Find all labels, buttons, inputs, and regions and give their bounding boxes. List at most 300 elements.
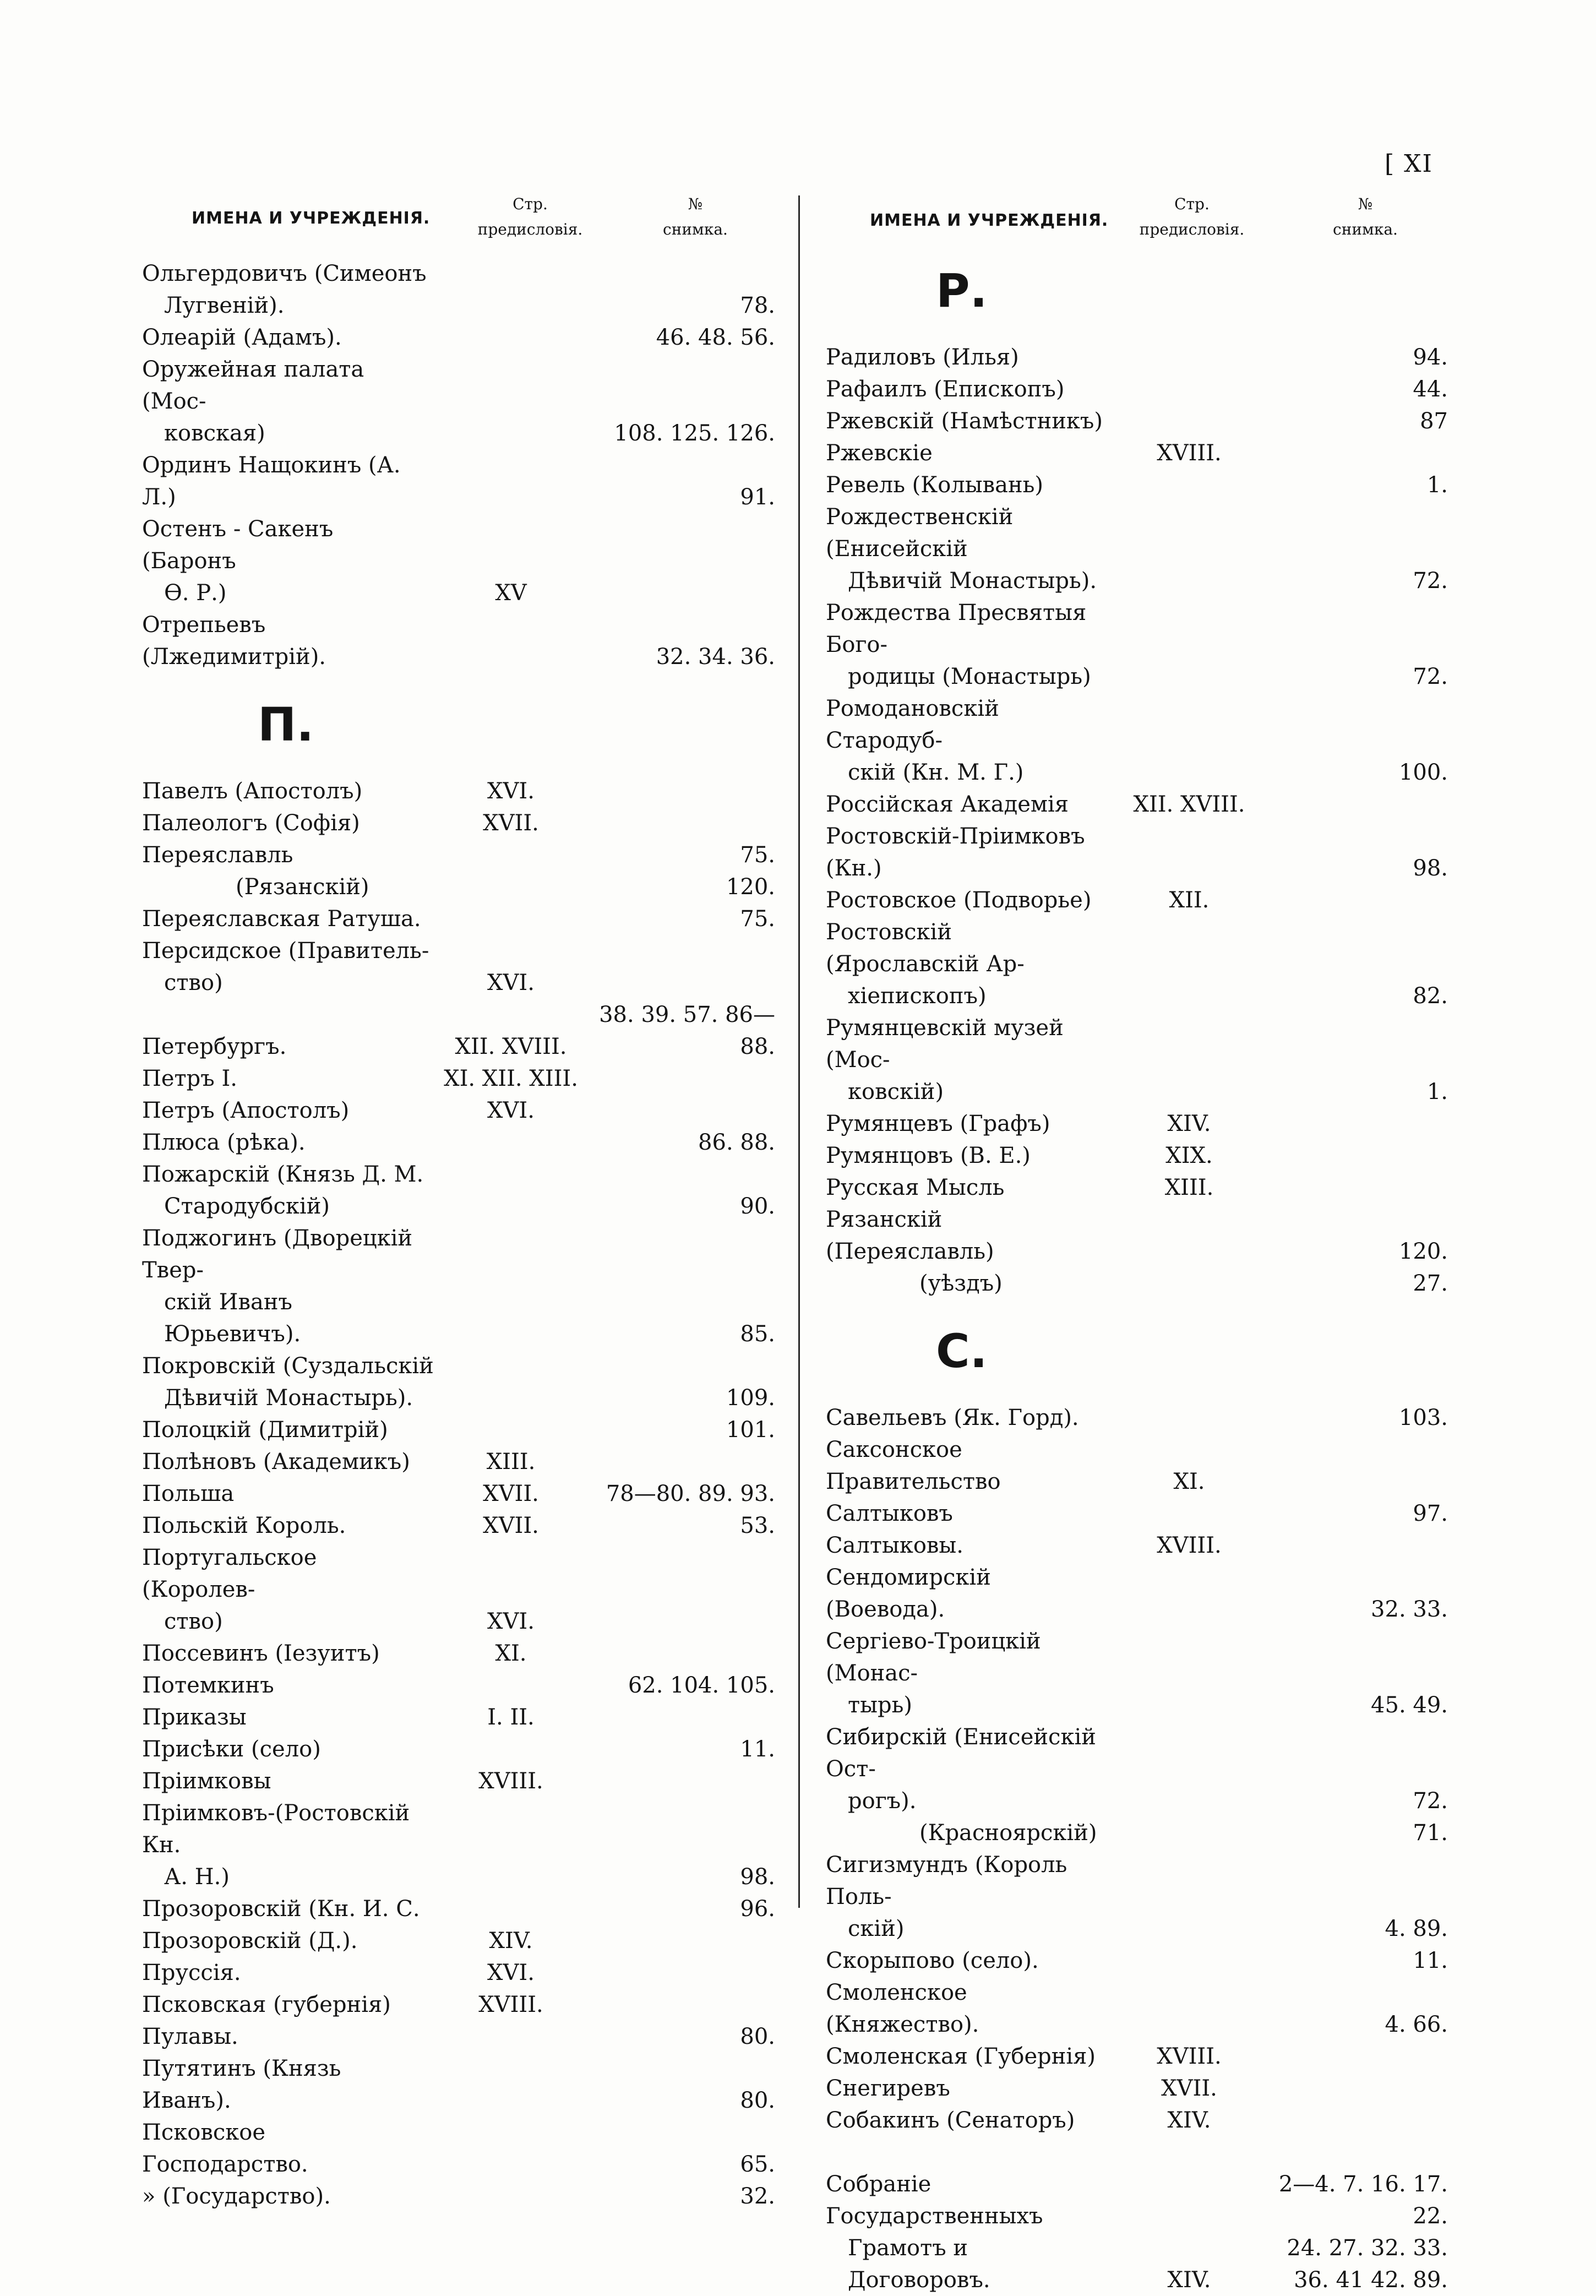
entry-name [142,2053,434,2117]
entry-name [826,820,1112,884]
photo-number-line: 120. [1398,1239,1448,1264]
entries-r [826,341,1448,1299]
index-entry [826,1721,1448,1817]
entry-name-line: Олеарій (Адамъ). [142,325,342,350]
entry-name-line: Петръ (Апостолъ) [142,1098,350,1123]
entry-name [826,1849,1112,1945]
entry-name-line: Рязанскій (Переяславль) [826,1207,994,1264]
index-entry [142,1989,775,2021]
entry-name-line: Сендомирскій (Воевода). [826,1565,991,1622]
entry-preface-page: XIV. [1167,1111,1211,1136]
index-entry [826,1977,1448,2041]
entry-name [142,513,434,609]
entry-name [142,1925,434,1957]
index-entry [826,884,1448,916]
entry-preface-page: XVIII. [1157,1533,1222,1558]
index-entry [142,1797,775,1893]
index-entry [826,437,1448,469]
header-names: ИМЕНА И УЧРЕЖДЕНІЯ. [192,209,431,228]
header-photo-line: № [1358,195,1373,213]
entry-name [142,1733,434,1765]
entry-name-line: Рождественскій (Енисейскій [826,504,1014,562]
entry-photo-numbers: 85. [740,1321,775,1347]
entry-photo-numbers [588,839,775,903]
index-entry [142,775,775,807]
entry-photo-numbers: 96. [740,1896,775,1922]
entries-s [826,1402,1448,2296]
entry-photo-numbers: 98. [740,1864,775,1890]
entry-preface-page: XVIII. [1157,2044,1222,2069]
entry-preface-page: XVIII. [1157,440,1222,466]
entry-name-line: Переяславль [142,842,293,868]
index-entry [826,1498,1448,1530]
index-entry [142,322,775,353]
index-entry [142,609,775,673]
header-photo-line: снимка. [663,220,728,238]
entry-name [826,1204,1112,1299]
entry-preface-page: XII. XVIII. [1133,792,1245,817]
entry-name [142,1510,434,1542]
entry-photo-numbers: 90. [740,1194,775,1219]
index-entry [142,999,775,1063]
entry-photo-numbers: 103. [1398,1405,1448,1430]
entry-photo-numbers: 1. [1426,1079,1448,1105]
header-page-line: предисловія. [1139,220,1245,238]
header-names: ИМЕНА И УЧРЕЖДЕНІЯ. [870,211,1109,230]
entry-name [826,501,1112,597]
entry-name [142,2180,434,2212]
entry-name-line: Русская Мысль [826,1175,1005,1200]
entry-name-line: ковская) [164,421,265,446]
entry-name-line: Переяславская Ратуша. [142,906,421,932]
entry-photo-numbers: 44. [1413,377,1448,402]
entry-name [826,1108,1112,1140]
entry-name [826,2104,1112,2136]
entries-o [142,258,775,673]
index-entry [826,2041,1448,2072]
entry-name [826,1402,1112,1434]
entry-name [826,1140,1112,1172]
index-entry [826,1434,1448,1498]
entry-name-line: Ржевскіе [826,440,933,466]
entry-name-line: Покровскій (Суздальскій [142,1353,434,1379]
entry-preface-page: XVII. [483,1513,539,1538]
entry-preface-page: XI. [1173,1469,1205,1494]
index-entry [142,1893,775,1925]
index-entry [142,1669,775,1701]
left-column [142,192,775,2209]
index-entry [142,513,775,609]
entry-name-line: Салтыковъ [826,1501,953,1526]
entry-name-line: Португальское (Королев- [142,1545,317,1602]
entry-name-line: Польскій Король. [142,1513,346,1538]
index-entry [142,2021,775,2053]
entry-preface-page: XVI. [487,1098,535,1123]
entry-name [826,1817,1112,1849]
entry-name-line: Павелъ (Апостолъ) [142,779,363,804]
entry-name-line: Ѳ. Р.) [164,580,227,606]
index-entry [826,1530,1448,1562]
entry-photo-numbers: 94. [1413,345,1448,370]
entry-preface-page: XVI. [487,1609,535,1634]
entry-name-line: Ревель (Колывань) [826,472,1043,498]
entry-name [142,1542,434,1637]
entries-p [142,775,775,2212]
index-entry [826,1172,1448,1204]
index-entry [142,1701,775,1733]
entry-name-line: Ординъ Нащокинъ (А. Л.) [142,453,401,510]
entry-name-line: Ромодановскій Стародуб- [826,696,999,753]
column-header [826,192,1448,252]
entry-name [142,609,434,673]
header-photo-col [1288,192,1442,242]
entry-name-line: скій (Кн. М. Г.) [848,760,1024,785]
entry-name-line: Грамотъ и Договоровъ. [848,2235,990,2293]
entry-name [826,597,1112,693]
entry-name-line: Поссевинъ (Іезуитъ) [142,1641,380,1666]
index-entry [142,1542,775,1637]
entry-photo-numbers: 80. [740,2088,775,2113]
entry-name [826,2168,1112,2296]
header-page-line: предисловія. [477,220,583,238]
entry-name [142,1446,434,1478]
entry-name-line: Дѣвичій Монастырь). [848,568,1097,594]
entry-name-line: скій) [848,1916,905,1941]
entry-name-line: ковскій) [848,1079,944,1105]
entry-photo-numbers: 101. [726,1417,775,1443]
entry-name [142,1989,434,2021]
index-entry [826,1204,1448,1299]
index-entry [826,373,1448,405]
index-entry [826,1945,1448,1977]
right-column [826,192,1448,2293]
index-entry [826,501,1448,597]
photo-number-line: 75. [740,842,775,868]
entry-name [826,2072,1112,2104]
entry-photo-numbers: 72. [1413,1788,1448,1814]
section-letter-p: П. [258,698,314,752]
entry-photo-numbers: 4. 66. [1385,2012,1448,2037]
entry-photo-numbers: 78. [740,293,775,318]
entry-name [826,1012,1112,1108]
index-entry [142,1158,775,1222]
index-entry [826,916,1448,1012]
entry-name-line: Радиловъ (Илья) [826,345,1019,370]
index-entry [142,1446,775,1478]
entry-name-line: Саксонское Правительство [826,1437,1001,1494]
entry-name [826,1434,1112,1498]
index-entry [826,1140,1448,1172]
entry-photo-numbers: 11. [740,1737,775,1762]
entry-name-line: А. Н.) [164,1864,230,1890]
entry-photo-numbers: 11. [1413,1948,1448,1973]
entry-name [142,322,434,353]
entry-preface-page: XIV. [1167,2108,1211,2133]
entry-name-line: Потемкинъ [142,1673,274,1698]
index-entry [142,449,775,513]
entry-photo-numbers: 46. 48. 56. [656,325,775,350]
entry-preface-page: XVIII. [478,1992,543,2017]
entry-preface-page: I. II. [487,1705,535,1730]
entry-name-line: Пожарскій (Князь Д. М. [142,1162,424,1187]
entry-photo-numbers: 62. 104. 105. [628,1673,775,1698]
entry-name-line: Румянцевскій музей (Мос- [826,1015,1064,1073]
index-entry [826,1108,1448,1140]
entry-name [142,1031,434,1063]
entry-name-line: Персидское (Правитель- [142,938,429,964]
index-entry [142,2117,775,2180]
index-entry [142,1765,775,1797]
entry-photo-numbers: 1. [1426,472,1448,498]
index-entry [142,935,775,999]
photo-number-line: 36. 41 42. 89. [1294,2267,1448,2293]
entry-name [142,935,434,999]
entry-photo-numbers: 71. [1413,1820,1448,1846]
entry-photo-numbers: 45. 49. [1371,1693,1448,1718]
entry-photo-numbers: 72. [1413,664,1448,689]
entry-name-line: Псковское Господарство. [142,2120,308,2177]
entry-name-line: (уѣздъ) [919,1271,1003,1296]
entry-name [142,1478,434,1510]
entry-name [142,1350,434,1414]
photo-number-line: 120. [726,874,775,900]
entry-name [142,1957,434,1989]
entry-name [142,353,434,449]
index-entry [826,2104,1448,2136]
entry-name-line: Петръ I. [142,1066,237,1091]
entry-name [826,1625,1112,1721]
entry-photo-numbers: 38. 39. 57. 86—88. [599,1002,775,1059]
entry-name [826,1945,1112,1977]
entry-preface-page: XVII. [1161,2076,1217,2101]
entry-name [826,437,1112,469]
entry-name [826,405,1112,437]
photo-number-line [1266,2136,1448,2168]
index-entry [142,1925,775,1957]
entry-name-line: Прозоровскій (Д.). [142,1928,358,1954]
index-entry [826,1817,1448,1849]
entry-name-line: Петербургъ. [142,1034,287,1059]
photo-number-line: 24. 27. 32. 33. [1287,2235,1448,2261]
index-entry [142,2180,775,2212]
entry-photo-numbers: 108. 125. 126. [614,421,775,446]
index-entry [826,820,1448,884]
index-entry [142,1478,775,1510]
entry-preface-page: XVII. [483,810,539,836]
entry-name-line: Ржевскій (Намѣстникъ) [826,409,1103,434]
header-photo-col [615,192,775,242]
entry-name [142,1222,434,1350]
index-entry [142,1063,775,1095]
entry-name-line: Палеологъ (Софія) [142,810,360,836]
entry-preface-page: XVI. [487,970,535,995]
entry-preface-page: XVII. [483,1481,539,1506]
header-page-line: Стр. [513,195,548,213]
entry-name-line: скій Иванъ Юрьевичъ). [164,1290,301,1347]
index-entry [826,469,1448,501]
entry-preface-page: XVI. [487,779,535,804]
entry-photo-numbers: 72. [1413,568,1448,594]
entry-name-line: Плюса (рѣка). [142,1130,306,1155]
entry-name-line: Смоленское (Княжество). [826,1980,979,2037]
entry-name [826,916,1112,1012]
index-entry [142,1957,775,1989]
entry-name [142,1095,434,1127]
entry-name [826,788,1112,820]
entry-preface-page: XIII. [486,1449,536,1475]
entry-name-line: Рождества Пресвятыя Бого- [826,600,1087,657]
entry-name-line: Прозоровскій (Кн. И. С. [142,1896,420,1922]
entry-preface-page: XI. XII. XIII. [444,1066,578,1091]
entry-name [142,1765,434,1797]
entry-name [142,449,434,513]
index-entry [826,2072,1448,2104]
entry-name-line: Оружейная палата (Мос- [142,357,364,414]
entry-name [826,693,1112,788]
entry-name [142,1158,434,1222]
entry-name-line: » (Государство). [142,2184,331,2209]
index-entry [142,258,775,322]
entry-name-line: Румянцовъ (В. Е.) [826,1143,1031,1168]
index-entry [826,693,1448,788]
index-entry [142,807,775,839]
entry-name [826,1721,1112,1817]
index-entry [142,1510,775,1542]
index-entry [826,1012,1448,1108]
entry-name-line: Остенъ - Сакенъ (Баронъ [142,516,334,574]
entry-name [142,1701,434,1733]
entry-name-line: (Рязанскій) [236,874,369,900]
header-photo-line: № [688,195,703,213]
entry-name [826,341,1112,373]
index-entry [142,1350,775,1414]
entry-photo-numbers [1266,1236,1448,1299]
entry-name-line: Савельевъ (Як. Горд). [826,1405,1079,1430]
index-entry [826,1849,1448,1945]
entry-name [142,775,434,807]
header-page-line: Стр. [1174,195,1210,213]
entry-name [142,1127,434,1158]
entry-photo-numbers: 80. [740,2024,775,2049]
entry-name-line: Присѣки (село) [142,1737,321,1762]
entry-name [826,1498,1112,1530]
entry-name-line: рогъ). [848,1788,917,1814]
entry-name-line: Псковская (губернія) [142,1992,391,2017]
index-entry [826,788,1448,820]
header-page-col [1123,192,1261,242]
entry-name-line: Польша [142,1481,235,1506]
photo-number-line: 2—4. 7. 16. 17. 22. [1278,2172,1448,2229]
index-entry [142,1637,775,1669]
column-divider [798,195,800,1908]
entry-photo-numbers: 109. [726,1385,775,1411]
entry-name-line: Пулавы. [142,2024,238,2049]
index-entry [826,1402,1448,1434]
entry-photo-numbers: 32. [740,2184,775,2209]
entry-name-line: Стародубскій) [164,1194,330,1219]
entry-name-line: Салтыковы. [826,1533,963,1558]
index-entry [826,597,1448,693]
entry-name-line: Собакинъ (Сенаторъ) [826,2108,1075,2133]
entry-name [142,903,434,935]
index-entry [142,1127,775,1158]
entry-name [826,373,1112,405]
entry-name-line: Приказы [142,1705,247,1730]
entry-photo-numbers: 75. [740,906,775,932]
entry-name-line: Снегиревъ [826,2076,950,2101]
entry-name [142,1063,434,1095]
entry-photo-numbers: 32. 33. [1371,1597,1448,1622]
entry-name-line: Сибирскій (Енисейскій Ост- [826,1724,1096,1782]
entry-name-line: Пруссія. [142,1960,241,1985]
entry-name [826,2041,1112,2072]
entry-name [142,1669,434,1701]
entry-name-line: Собраніе Государственныхъ [826,2172,1043,2229]
entry-name-line: Дѣвичій Монастырь). [164,1385,413,1411]
entry-name [142,1797,434,1893]
entry-name-line: Рафаилъ (Епископъ) [826,377,1065,402]
entry-photo-numbers: 87 [1420,409,1448,434]
entry-name-line: Путятинъ (Князь Иванъ). [142,2056,341,2113]
entry-name [142,1637,434,1669]
entry-preface-page: XIV. [489,1928,533,1954]
entry-name-line: Полѣновъ (Академикъ) [142,1449,410,1475]
section-letter-s: С. [936,1324,988,1378]
index-entry [142,1733,775,1765]
entry-name [826,1172,1112,1204]
header-photo-line: снимка. [1333,220,1398,238]
entry-name [142,839,434,903]
entry-name-line: Скорыпово (село). [826,1948,1039,1973]
entry-name [142,2117,434,2180]
entry-name-line: ство) [164,1609,223,1634]
entry-name [142,2021,434,2053]
entry-photo-numbers: 53. [740,1513,775,1538]
header-page-col [461,192,599,242]
entry-name-line: Лугвеній). [164,293,285,318]
entry-photo-numbers: 4. 89. [1385,1916,1448,1941]
entry-preface-page: XIII. [1164,1175,1214,1200]
entry-preface-page: XII. XVIII. [455,1034,567,1059]
entry-preface-page: XV [495,580,527,606]
entry-name [826,884,1112,916]
index-entry [826,1562,1448,1625]
entry-photo-numbers: 32. 34. 36. [656,644,775,670]
entry-name-line: хіепископъ) [848,983,987,1009]
entry-name-line: Румянцевъ (Графъ) [826,1111,1050,1136]
entry-photo-numbers: 97. [1413,1501,1448,1526]
entry-name-line: Пріимковы [142,1769,271,1794]
column-header [142,192,775,252]
entry-photo-numbers [1266,2136,1448,2296]
index-entry [826,1625,1448,1721]
entry-name-line: Поджогинъ (Дворецкій Твер- [142,1226,413,1283]
entry-preface-page: XI. [495,1641,527,1666]
entry-name-line: ство) [164,970,223,995]
entry-name-line: Ольгердовичъ (Симеонъ [142,261,427,286]
index-entry [826,2136,1448,2296]
entry-name-line: (Красноярскій) [919,1820,1097,1846]
entry-name-line: Россійская Академія [826,792,1069,817]
entry-preface-page: XVI. [487,1960,535,1985]
entry-name-line: Сигизмундъ (Король Поль- [826,1852,1067,1909]
entry-name [826,1530,1112,1562]
index-entry [826,341,1448,373]
index-entry [142,353,775,449]
entry-name [826,1562,1112,1625]
entry-name [142,258,434,322]
entry-photo-numbers: 78—80. 89. 93. [606,1481,775,1506]
